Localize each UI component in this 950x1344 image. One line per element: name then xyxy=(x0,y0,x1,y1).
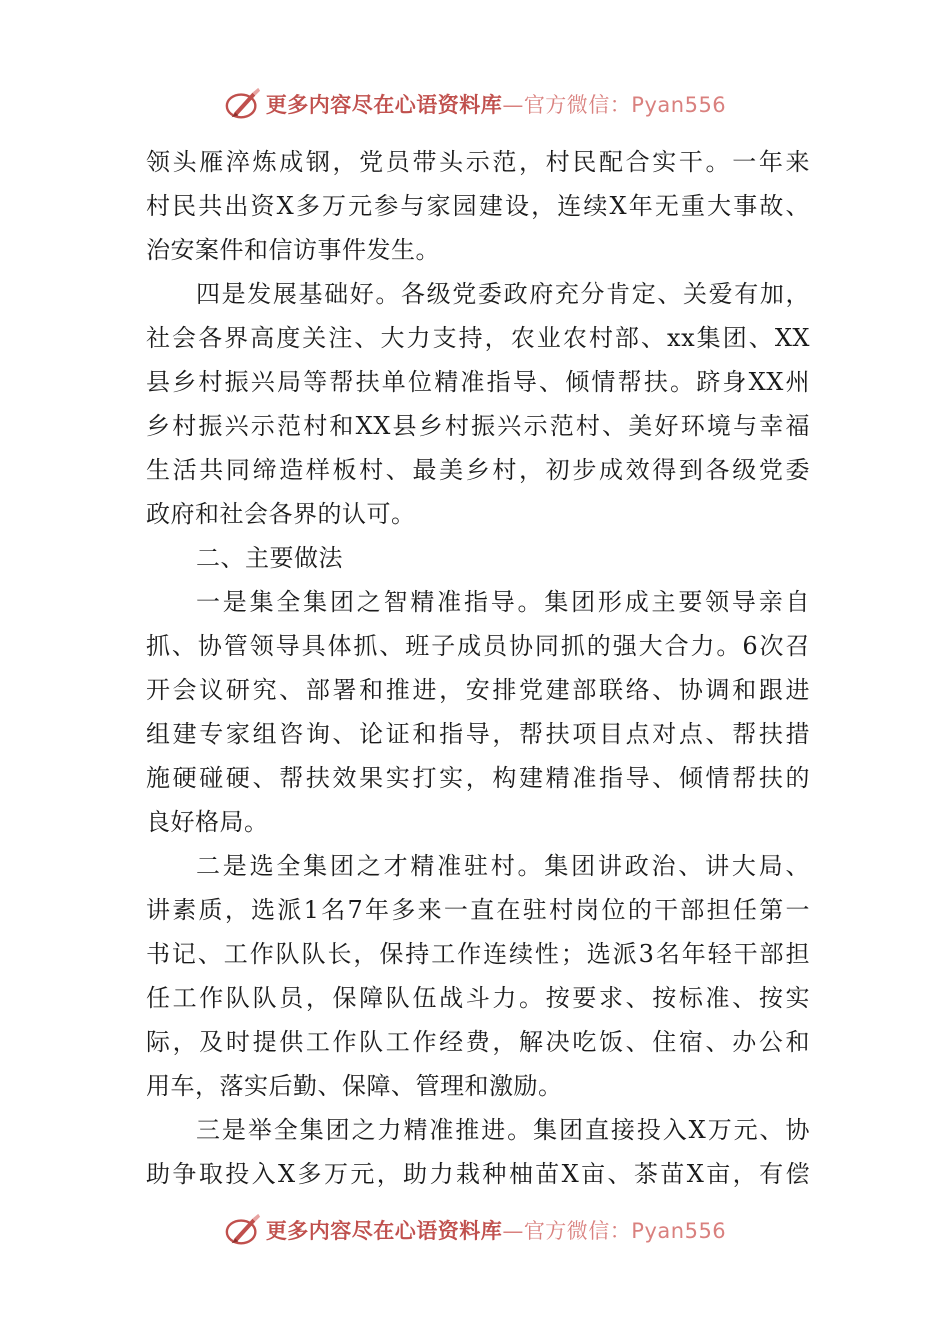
text-line: 组建专家组咨询、论证和指导，帮扶项目点对点、帮扶措 xyxy=(146,720,810,748)
text-line: 政府和社会各界的认可。 xyxy=(146,500,416,528)
text-line: 用车，落实后勤、保障、管理和激励。 xyxy=(146,1072,563,1100)
text-line: 社会各界高度关注、大力支持，农业农村部、xx集团、XX xyxy=(146,324,810,352)
text-line: 讲素质，选派1名7年多来一直在驻村岗位的干部担任第一 xyxy=(146,896,810,924)
text-line: 四是发展基础好。各级党委政府充分肯定、关爱有加， xyxy=(196,280,810,308)
watermark-text xyxy=(266,1215,726,1245)
text-line: 乡村振兴示范村和XX县乡村振兴示范村、美好环境与幸福 xyxy=(146,412,810,440)
text-line: 抓、协管领导具体抓、班子成员协同抓的强大合力。6次召 xyxy=(146,632,810,660)
text-line: 任工作队队员，保障队伍战斗力。按要求、按标准、按实 xyxy=(146,984,810,1012)
text-line: 施硬碰硬、帮扶效果实打实，构建精准指导、倾情帮扶的 xyxy=(146,764,810,792)
quill-pen-logo-icon xyxy=(224,1211,262,1249)
text-line: 际，及时提供工作队工作经费，解决吃饭、住宿、办公和 xyxy=(146,1028,810,1056)
text-line: 三是举全集团之力精准推进。集团直接投入X万元、协 xyxy=(196,1116,810,1144)
text-line: 领头雁淬炼成钢，党员带头示范，村民配合实干。一年来 xyxy=(146,148,810,176)
text-line: 生活共同缔造样板村、最美乡村，初步成效得到各级党委 xyxy=(146,456,810,484)
text-line: 开会议研究、部署和推进，安排党建部联络、协调和跟进 xyxy=(146,676,810,704)
text-line: 助争取投入X多万元，助力栽种柚苗X亩、茶苗X亩，有偿 xyxy=(146,1160,810,1188)
text-line: 二、主要做法 xyxy=(196,544,343,572)
watermark-contact: 官方微信：Pyan556 xyxy=(523,1219,727,1243)
watermark-brand: 更多内容尽在心语资料库 xyxy=(265,1218,503,1243)
watermark-footer xyxy=(0,1210,950,1250)
text-line: 良好格局。 xyxy=(146,808,269,836)
watermark-header xyxy=(0,84,950,124)
watermark-text xyxy=(266,89,726,119)
document-body xyxy=(146,140,810,1196)
text-line: 村民共出资X多万元参与家园建设，连续X年无重大事故、 xyxy=(146,192,810,220)
text-line: 县乡村振兴局等帮扶单位精准指导、倾情帮扶。跻身XX州 xyxy=(146,368,810,396)
text-line: 一是集全集团之智精准指导。集团形成主要领导亲自 xyxy=(196,588,810,616)
watermark-dash: — xyxy=(502,93,524,117)
watermark-contact: 官方微信：Pyan556 xyxy=(523,93,727,117)
quill-pen-logo-icon xyxy=(224,85,262,123)
watermark-dash: — xyxy=(502,1219,524,1243)
text-line: 治安案件和信访事件发生。 xyxy=(146,236,440,264)
text-line: 二是选全集团之才精准驻村。集团讲政治、讲大局、 xyxy=(196,852,810,880)
text-line: 书记、工作队队长，保持工作连续性；选派3名年轻干部担 xyxy=(146,940,810,968)
watermark-brand: 更多内容尽在心语资料库 xyxy=(265,92,503,117)
